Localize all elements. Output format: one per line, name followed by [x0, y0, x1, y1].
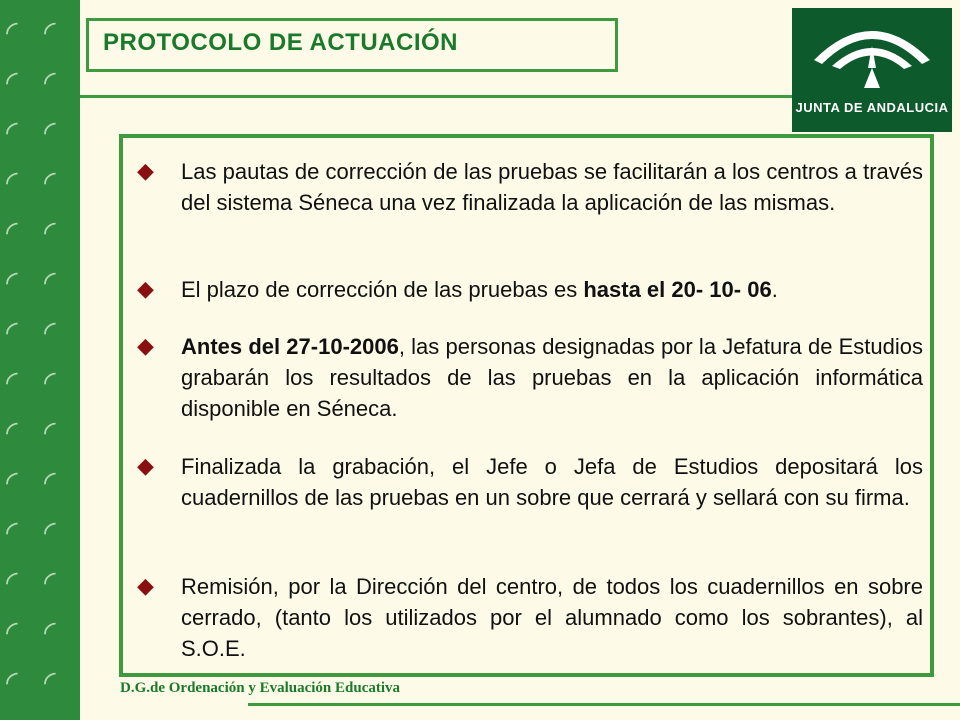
diamond-icon: ◆ [137, 454, 154, 479]
strip-pattern-icon: ◜ [44, 665, 56, 700]
strip-pattern-icon: ◜ [44, 315, 56, 350]
strip-pattern-icon: ◜ [44, 465, 56, 500]
page-title: PROTOCOLO DE ACTUACIÓN [103, 29, 459, 56]
bullet-text-part: El plazo de corrección de las pruebas es [181, 277, 584, 302]
decorative-side-strip [0, 0, 80, 720]
title-divider [80, 95, 792, 98]
strip-pattern-icon: ◜ [6, 465, 18, 500]
footer-text: D.G.de Ordenación y Evaluación Educativa [120, 680, 401, 696]
bullet-text-bold: hasta el 20- 10- 06 [583, 277, 772, 302]
strip-pattern-icon: ◜ [44, 115, 56, 150]
strip-pattern-icon: ◜ [6, 165, 18, 200]
title-box [86, 18, 618, 72]
strip-pattern-icon: ◜ [44, 265, 56, 300]
bullet-text [181, 331, 923, 424]
logo-emblem-icon [792, 8, 952, 98]
footer-divider [248, 703, 960, 706]
bullet-text: Finalizada la grabación, el Jefe o Jefa de Estudios depositará los cuadernillos de las pruebas en un sobre que cerrará y sellará con su firma. [181, 454, 923, 510]
strip-pattern-icon: ◜ [44, 415, 56, 450]
bullet-text-bold: Antes del 27-10-2006 [181, 334, 399, 359]
diamond-icon: ◆ [137, 574, 154, 599]
strip-pattern-icon: ◜ [6, 565, 18, 600]
strip-pattern-icon: ◜ [6, 15, 18, 50]
strip-pattern-icon: ◜ [6, 65, 18, 100]
strip-pattern-icon: ◜ [44, 65, 56, 100]
strip-pattern-icon: ◜ [44, 15, 56, 50]
logo-text: JUNTA DE ANDALUCIA [795, 100, 949, 115]
strip-pattern-icon: ◜ [6, 515, 18, 550]
bullet-text-part: . [771, 277, 778, 302]
strip-pattern-icon: ◜ [44, 615, 56, 650]
content-box [119, 134, 934, 677]
strip-pattern-icon: ◜ [6, 115, 18, 150]
strip-pattern-icon: ◜ [6, 265, 18, 300]
bullet-text: Remisión, por la Dirección del centro, de todos los cuadernillos en sobre cerrado, (tanto los utilizados por el alumnado como los sobrantes), al S.O.E. [181, 574, 923, 661]
diamond-icon: ◆ [137, 277, 154, 302]
strip-pattern-icon: ◜ [44, 515, 56, 550]
diamond-icon: ◆ [137, 159, 154, 184]
strip-pattern-icon: ◜ [6, 615, 18, 650]
strip-pattern-icon: ◜ [44, 565, 56, 600]
diamond-icon: ◆ [137, 334, 154, 359]
strip-pattern-icon: ◜ [6, 665, 18, 700]
junta-andalucia-logo [792, 8, 952, 132]
strip-pattern-icon: ◜ [6, 415, 18, 450]
strip-pattern-icon: ◜ [44, 215, 56, 250]
strip-pattern-icon: ◜ [6, 365, 18, 400]
bullet-text [181, 274, 923, 305]
bullet-text-part: , las personas designadas por la Jefatura de Estudios grabarán los resultados de las pruebas en la aplicación informática disponible en Séneca. [181, 334, 924, 421]
strip-pattern-icon: ◜ [44, 365, 56, 400]
bullet-text: Las pautas de corrección de las pruebas se facilitarán a los centros a través del sistema Séneca una vez finalizada la aplicación de las mismas. [181, 159, 923, 215]
strip-pattern-icon: ◜ [6, 315, 18, 350]
strip-pattern-icon: ◜ [44, 165, 56, 200]
strip-pattern-icon: ◜ [6, 215, 18, 250]
